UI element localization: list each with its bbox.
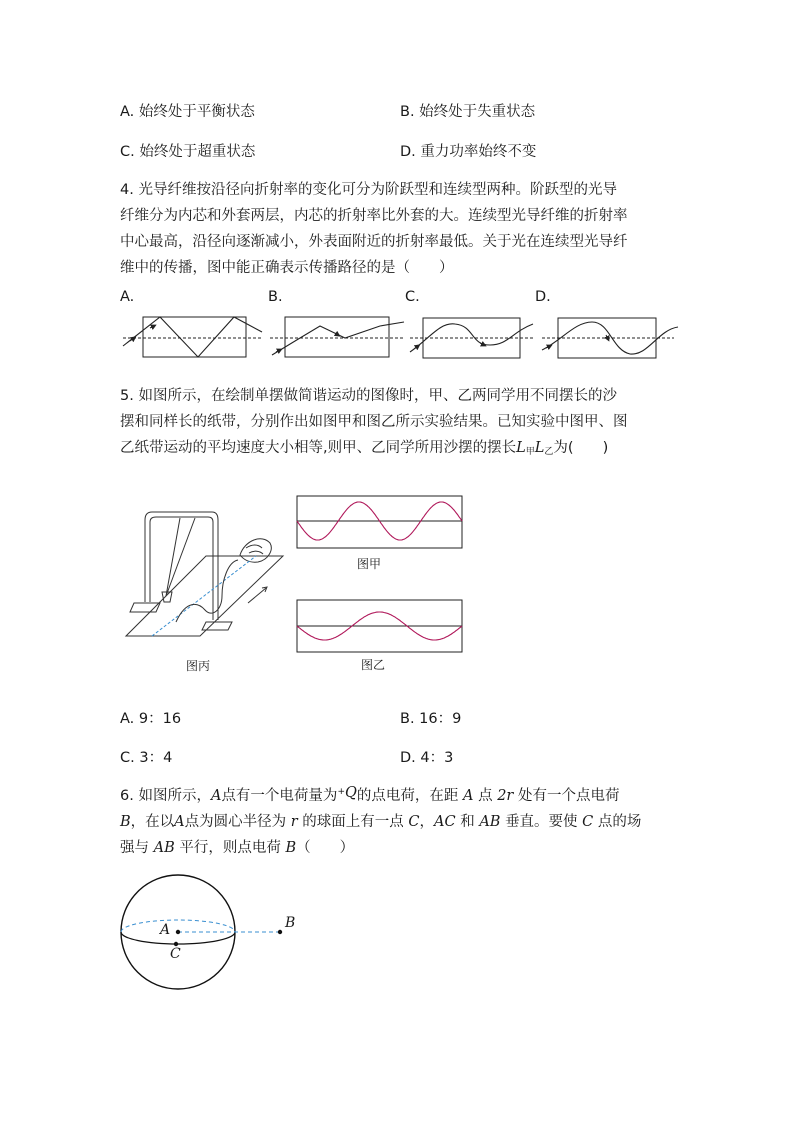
q5-option-c: C. 3：4: [120, 750, 173, 766]
q5-option-b: B. 16：9: [400, 711, 462, 727]
caption-yi: 图乙: [361, 658, 386, 672]
q4-label-d: D.: [535, 289, 551, 305]
q6-text-line2: B，在以A点为圆心半径为 r 的球面上有一点 C，AC 和 AB 垂直。要使 C 点的场: [120, 814, 642, 830]
q6-text-line1: 6. 如图所示，A点有一个电荷量为+Q的点电荷，在距 A 点 2r 处有一个点电荷: [120, 785, 620, 804]
q5-text-line2: 摆和同样长的纸带，分别作出如图甲和图乙所示实验结果。已知实验中图甲、图: [120, 414, 628, 430]
q3-option-c: C. 始终处于超重状态: [120, 144, 256, 160]
q5-option-a: A. 9：16: [120, 711, 182, 727]
q4-label-c: C.: [405, 289, 420, 305]
q4-label-b: B.: [268, 289, 283, 305]
sphere-label-a: A: [160, 922, 171, 938]
q5-text-line1: 5. 如图所示，在绘制单摆做简谐运动的图像时，甲、乙两同学用不同摆长的沙: [120, 388, 617, 404]
q3-option-a: A. 始终处于平衡状态: [120, 104, 255, 120]
q4-text-line3: 中心最高，沿径向逐渐减小，外表面附近的折射率最低。关于光在连续型光导纤: [120, 234, 628, 250]
q3-option-d: D. 重力功率始终不变: [400, 144, 537, 160]
q3-option-b: B. 始终处于失重状态: [400, 104, 536, 120]
sphere-label-b: B: [285, 915, 296, 931]
q6-text-line3: 强与 AB 平行，则点电荷 B（ ）: [120, 840, 355, 856]
sphere-label-c: C: [170, 946, 181, 962]
q4-label-a: A.: [120, 289, 135, 305]
q5-option-d: D. 4：3: [400, 750, 454, 766]
q4-text-line2: 纤维分为内芯和外套两层，内芯的折射率比外套的大。连续型光导纤维的折射率: [120, 208, 628, 224]
q4-text-line1: 4. 光导纤维按沿径向折射率的变化可分为阶跃型和连续型两种。阶跃型的光导: [120, 182, 617, 198]
q5-text-line3: 乙纸带运动的平均速度大小相等,则甲、乙同学所用沙摆的摆长$L_甲L_乙$为( ): [120, 440, 609, 457]
caption-jia: 图甲: [357, 557, 382, 571]
point-b: [278, 930, 282, 934]
q4-text-line4: 维中的传播，图中能正确表示传播路径的是（ ）: [120, 260, 454, 276]
caption-bing: 图丙: [186, 659, 211, 673]
point-a: [176, 930, 180, 934]
